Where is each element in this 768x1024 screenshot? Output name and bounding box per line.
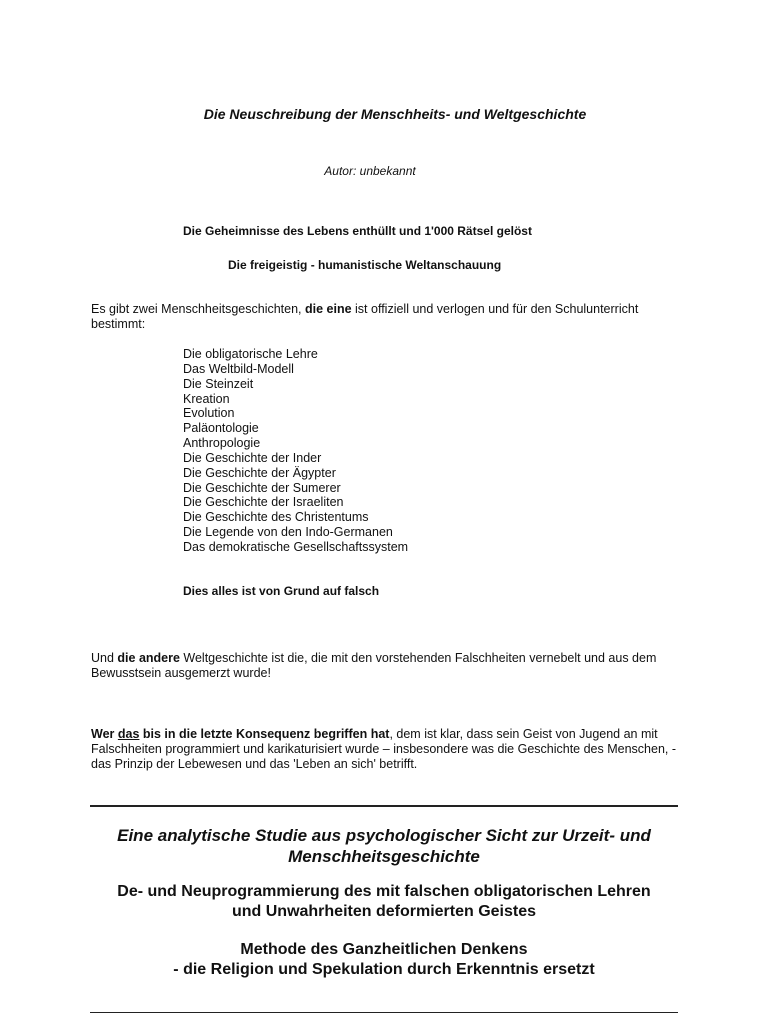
list-item: Paläontologie <box>183 421 259 436</box>
method-heading-line-2: - die Religion und Spekulation durch Erkenntnis ersetzt <box>173 961 595 978</box>
other-text-2: Weltgeschichte ist die, die mit den vorstehenden Falschheiten vernebelt und aus dem Bewusstsein ausgemerzt wurde! <box>91 651 657 680</box>
other-history-paragraph <box>91 651 681 681</box>
list-item: Die Steinzeit <box>183 376 254 391</box>
method-heading-line-1: Methode des Ganzheitlichen Denkens <box>240 941 528 958</box>
list-item: Evolution <box>183 406 235 421</box>
other-bold: die andere <box>117 651 180 665</box>
intro-text-2: ist offiziell und verlogen und für den Schulunterricht bestimmt: <box>91 302 639 331</box>
list-item: Die Geschichte der Sumerer <box>183 480 341 495</box>
intro-paragraph <box>91 302 681 332</box>
consequence-paragraph <box>91 727 681 772</box>
list-item: Die Geschichte der Israeliten <box>183 495 344 510</box>
topic-list <box>183 347 408 555</box>
consequence-text: , dem ist klar, dass sein Geist von Jugend an mit Falschheiten programmiert und karikaturisiert wurde – insbesondere was die Geschichte des Menschen, - das Prinzip der Lebewesen und das 'Leben an sich' betrifft. <box>91 727 677 771</box>
subheading-secrets: Die Geheimnisse des Lebens enthüllt und 1'000 Rätsel gelöst <box>183 224 532 238</box>
list-item: Die Legende von den Indo-Germanen <box>183 525 393 540</box>
list-item: Die Geschichte der Ägypter <box>183 465 336 480</box>
document-title: Die Neuschreibung der Menschheits- und Weltgeschichte <box>203 106 587 122</box>
list-item: Kreation <box>183 391 230 406</box>
method-heading <box>90 940 678 980</box>
consequence-bold-2: bis in die letzte Konsequenz begriffen hat <box>139 727 390 741</box>
list-item: Anthropologie <box>183 436 261 451</box>
horizontal-rule-bottom <box>90 1012 678 1013</box>
consequence-bold-1: Wer <box>91 727 118 741</box>
intro-text-1: Es gibt zwei Menschheitsgeschichten, <box>91 302 305 316</box>
study-heading-line-2: Menschheitsgeschichte <box>288 847 480 866</box>
study-heading-line-1: Eine analytische Studie aus psychologischer Sicht zur Urzeit- und <box>117 826 651 845</box>
horizontal-rule-top <box>90 805 678 807</box>
false-note: Dies alles ist von Grund auf falsch <box>183 584 380 598</box>
consequence-underlined: das <box>117 727 140 741</box>
programming-heading-line-2: und Unwahrheiten deformierten Geistes <box>231 903 537 920</box>
intro-bold: die eine <box>305 302 352 316</box>
author-line: Autor: unbekannt <box>324 164 416 178</box>
list-item: Die Geschichte der Inder <box>183 450 322 465</box>
programming-heading-line-1: De- und Neuprogrammierung des mit falschen obligatorischen Lehren <box>117 883 651 900</box>
list-item: Die Geschichte des Christentums <box>183 510 369 525</box>
other-text-1: Und <box>91 651 118 665</box>
subheading-worldview: Die freigeistig - humanistische Weltanschauung <box>228 258 502 272</box>
programming-heading <box>90 882 678 922</box>
list-item: Das Weltbild-Modell <box>183 361 294 376</box>
list-item: Die obligatorische Lehre <box>183 347 318 361</box>
study-heading <box>90 825 678 867</box>
list-item: Das demokratische Gesellschaftssystem <box>183 539 409 554</box>
